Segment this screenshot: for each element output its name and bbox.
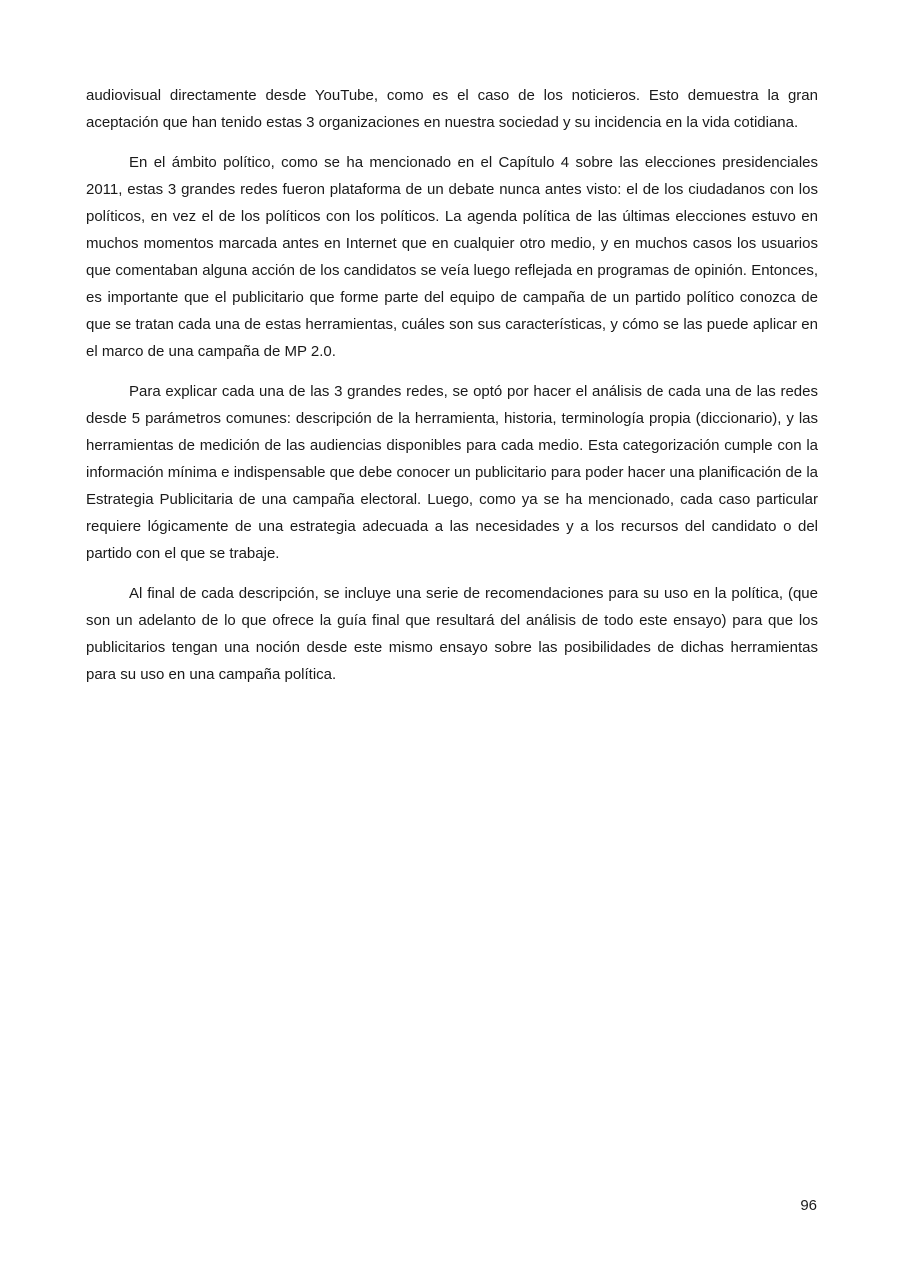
paragraph-political-context: En el ámbito político, como se ha mencionado en el Capítulo 4 sobre las elecciones presidenciales 2011, estas 3 grandes redes fueron plataforma de un debate nunca antes visto: el de los ciudadanos con los políticos, en vez el de los políticos con los políticos. La agenda política de las últimas elecciones estuvo en muchos momentos marcada antes en Internet que en cualquier otro medio, y en muchos casos los usuarios que comentaban alguna acción de los candidatos se veía luego reflejada en programas de opinión. Entonces, es importante que el publicitario que forme parte del equipo de campaña de un partido político conozca de que se tratan cada una de estas herramientas, cuáles son sus características, y cómo se las puede aplicar en el marco de una campaña de MP 2.0. [86,154,818,360]
paragraph-recommendations: Al final de cada descripción, se incluye una serie de recomendaciones para su uso en la política, (que son un adelanto de lo que ofrece la guía final que resultará del análisis de todo este ensayo) para que los publicitarios tengan una noción desde este mismo ensayo sobre las posibilidades de dichas herramientas para su uso en una campaña política. [86,585,818,683]
paragraph-continuation: audiovisual directamente desde YouTube, como es el caso de los noticieros. Esto demuestra la gran aceptación que han tenido estas 3 organizaciones en nuestra sociedad y su incidencia en la vida cotidiana. [86,87,818,131]
document-body [86,82,818,701]
paragraph-analysis-parameters: Para explicar cada una de las 3 grandes redes, se optó por hacer el análisis de cada una de las redes desde 5 parámetros comunes: descripción de la herramienta, historia, terminología propia (diccionario), y las herramientas de medición de las audiencias disponibles para cada medio. Esta categorización cumple con la información mínima e indispensable que debe conocer un publicitario para poder hacer una planificación de la Estrategia Publicitaria de una campaña electoral. Luego, como ya se ha mencionado, cada caso particular requiere lógicamente de una estrategia adecuada a las necesidades y a los recursos del candidato o del partido con el que se trabaje. [86,383,818,562]
page-number: 96 [800,1197,817,1214]
